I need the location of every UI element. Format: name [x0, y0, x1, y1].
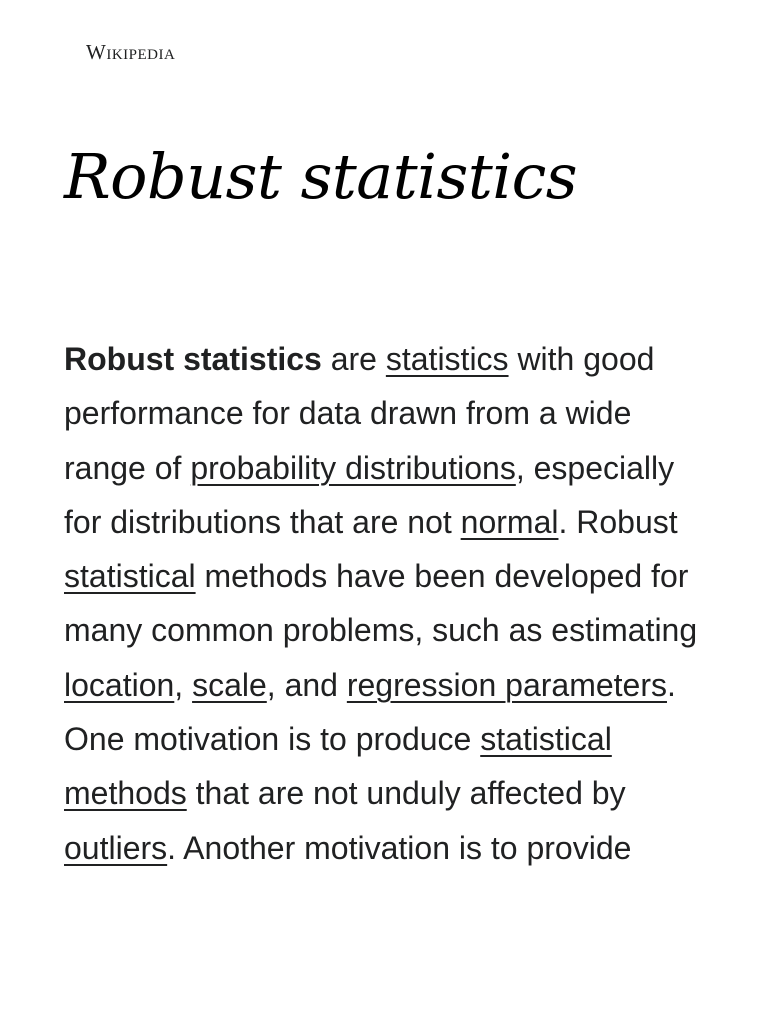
link-regression-parameters[interactable]: regression parameters [346, 666, 667, 703]
link-statistics[interactable]: statistics [385, 341, 509, 377]
text-segment: are [321, 341, 386, 377]
link-probability-distributions[interactable]: probability distributions [190, 449, 516, 486]
text-segment: methods have been developed for many common problems, such as estimating [64, 558, 698, 649]
link-statistical[interactable]: statistical [64, 558, 196, 595]
link-scale[interactable]: scale [192, 666, 267, 703]
text-segment: . Another motivation is to provide [167, 829, 632, 866]
bold-term: Robust statistics [64, 341, 322, 377]
link-normal[interactable]: normal [460, 503, 559, 540]
text-segment: . One motivation is to produce [64, 666, 676, 758]
text-segment: , [174, 666, 193, 703]
text-segment: that are not unduly affected by [186, 775, 626, 812]
text-segment: , and [266, 666, 347, 703]
site-header [86, 38, 175, 66]
text-segment: . Robust [558, 503, 678, 540]
page-title: Robust statistics [64, 140, 578, 213]
text-segment: , especially for distributions that are not [64, 449, 675, 540]
link-location[interactable]: location [64, 666, 175, 703]
wikipedia-wordmark-link[interactable]: Wikipedia [86, 40, 176, 64]
article-lead-paragraph [64, 332, 714, 875]
link-statistical-methods[interactable]: statistical methods [64, 721, 612, 812]
link-outliers[interactable]: outliers [64, 829, 168, 866]
text-segment: with good performance for data drawn from a wide range of [64, 341, 655, 486]
